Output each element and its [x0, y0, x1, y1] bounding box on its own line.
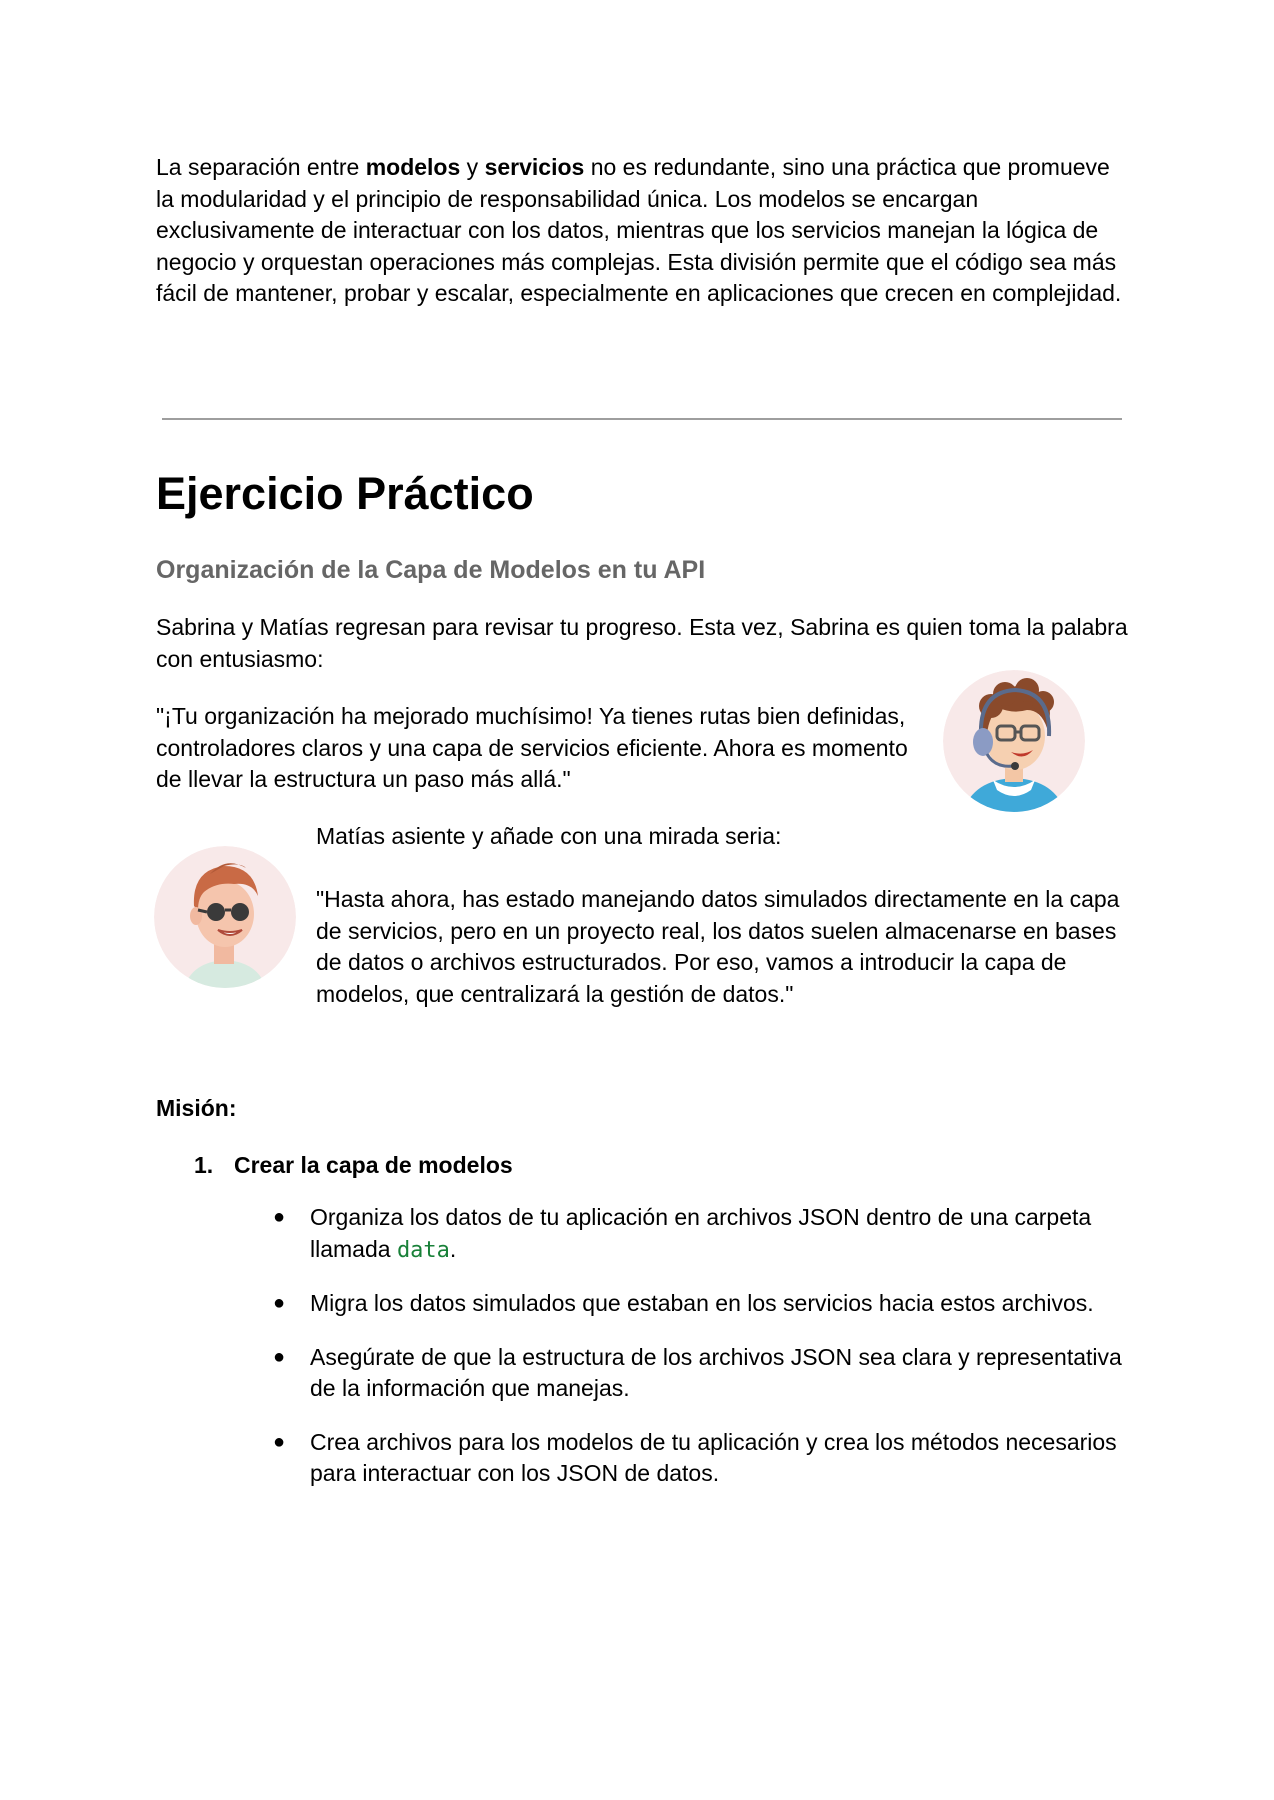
step-title: Crear la capa de modelos — [234, 1152, 513, 1178]
bullet-2-text: Migra los datos simulados que estaban en los servicios hacia estos archivos. — [310, 1290, 1094, 1316]
bullet-3-text: Asegúrate de que la estructura de los archivos JSON sea clara y representativa de la información que manejas. — [310, 1343, 1122, 1401]
inline-code-data: data — [396, 1237, 450, 1263]
mission-bullet-list — [268, 1202, 1138, 1512]
matias-avatar — [154, 846, 296, 988]
intro-paragraph — [156, 152, 1131, 310]
list-item — [268, 1202, 1138, 1266]
intro-middle: y — [460, 154, 485, 180]
list-item — [268, 1288, 1138, 1320]
sabrina-avatar-illustration — [943, 670, 1085, 812]
intro-rest: no es redundante, sino una práctica que promueve la modularidad y el principio de responsabilidad única. Los modelos se encargan exclusivamente de interactuar con los datos, mientras que los servicios manejan la lógica de negocio y orquestan operaciones más complejas. Esta división permite que el código sea más fácil de mantener, probar y escalar, especialmente en aplicaciones que crecen en complejidad. — [156, 154, 1122, 306]
bullet-icon: ● — [273, 1206, 286, 1228]
step-number: 1. — [194, 1152, 214, 1178]
bullet-1-prefix: Organiza los datos de tu aplicación en archivos JSON dentro de una carpeta llamada — [310, 1204, 1092, 1262]
horizontal-divider — [162, 418, 1122, 420]
list-item — [268, 1342, 1138, 1405]
bullet-icon: ● — [273, 1430, 286, 1453]
exercise-title: Ejercicio Práctico — [156, 468, 534, 519]
sabrina-quote-paragraph: "¡Tu organización ha mejorado muchísimo! Ya tienes rutas bien definidas, controladores claros y una capa de servicios eficiente. Ahora es momento de llevar la estructura un paso más allá." — [156, 703, 908, 792]
bullet-icon: ● — [273, 1292, 286, 1314]
bullet-1-suffix: . — [449, 1235, 457, 1262]
matias-avatar-illustration — [154, 846, 296, 988]
exercise-subtitle: Organización de la Capa de Modelos en tu API — [156, 556, 706, 584]
intro-bold-services: servicios — [484, 154, 585, 180]
bullet-4-text: Crea archivos para los modelos de tu aplicación y crea los métodos necesarios para interactuar con los JSON de datos. — [310, 1428, 1117, 1486]
sabrina-intro-paragraph: Sabrina y Matías regresan para revisar tu progreso. Esta vez, Sabrina es quien toma la palabra con entusiasmo: — [156, 614, 1128, 672]
matias-quote-paragraph: "Hasta ahora, has estado manejando datos simulados directamente en la capa de servicios, pero en un proyecto real, los datos suelen almacenarse en bases de datos o archivos estructurados. Por eso, vamos a introducir la capa de modelos, que centralizará la gestión de datos." — [316, 886, 1120, 1007]
intro-prefix: La separación entre — [156, 154, 366, 180]
mission-step-1 — [194, 1150, 513, 1181]
bullet-icon: ● — [273, 1345, 286, 1368]
mission-label: Misión: — [156, 1095, 237, 1121]
list-item — [268, 1427, 1138, 1490]
sabrina-avatar — [943, 670, 1085, 812]
intro-bold-models: modelos — [365, 154, 461, 180]
matias-intro-paragraph: Matías asiente y añade con una mirada seria: — [316, 823, 782, 849]
